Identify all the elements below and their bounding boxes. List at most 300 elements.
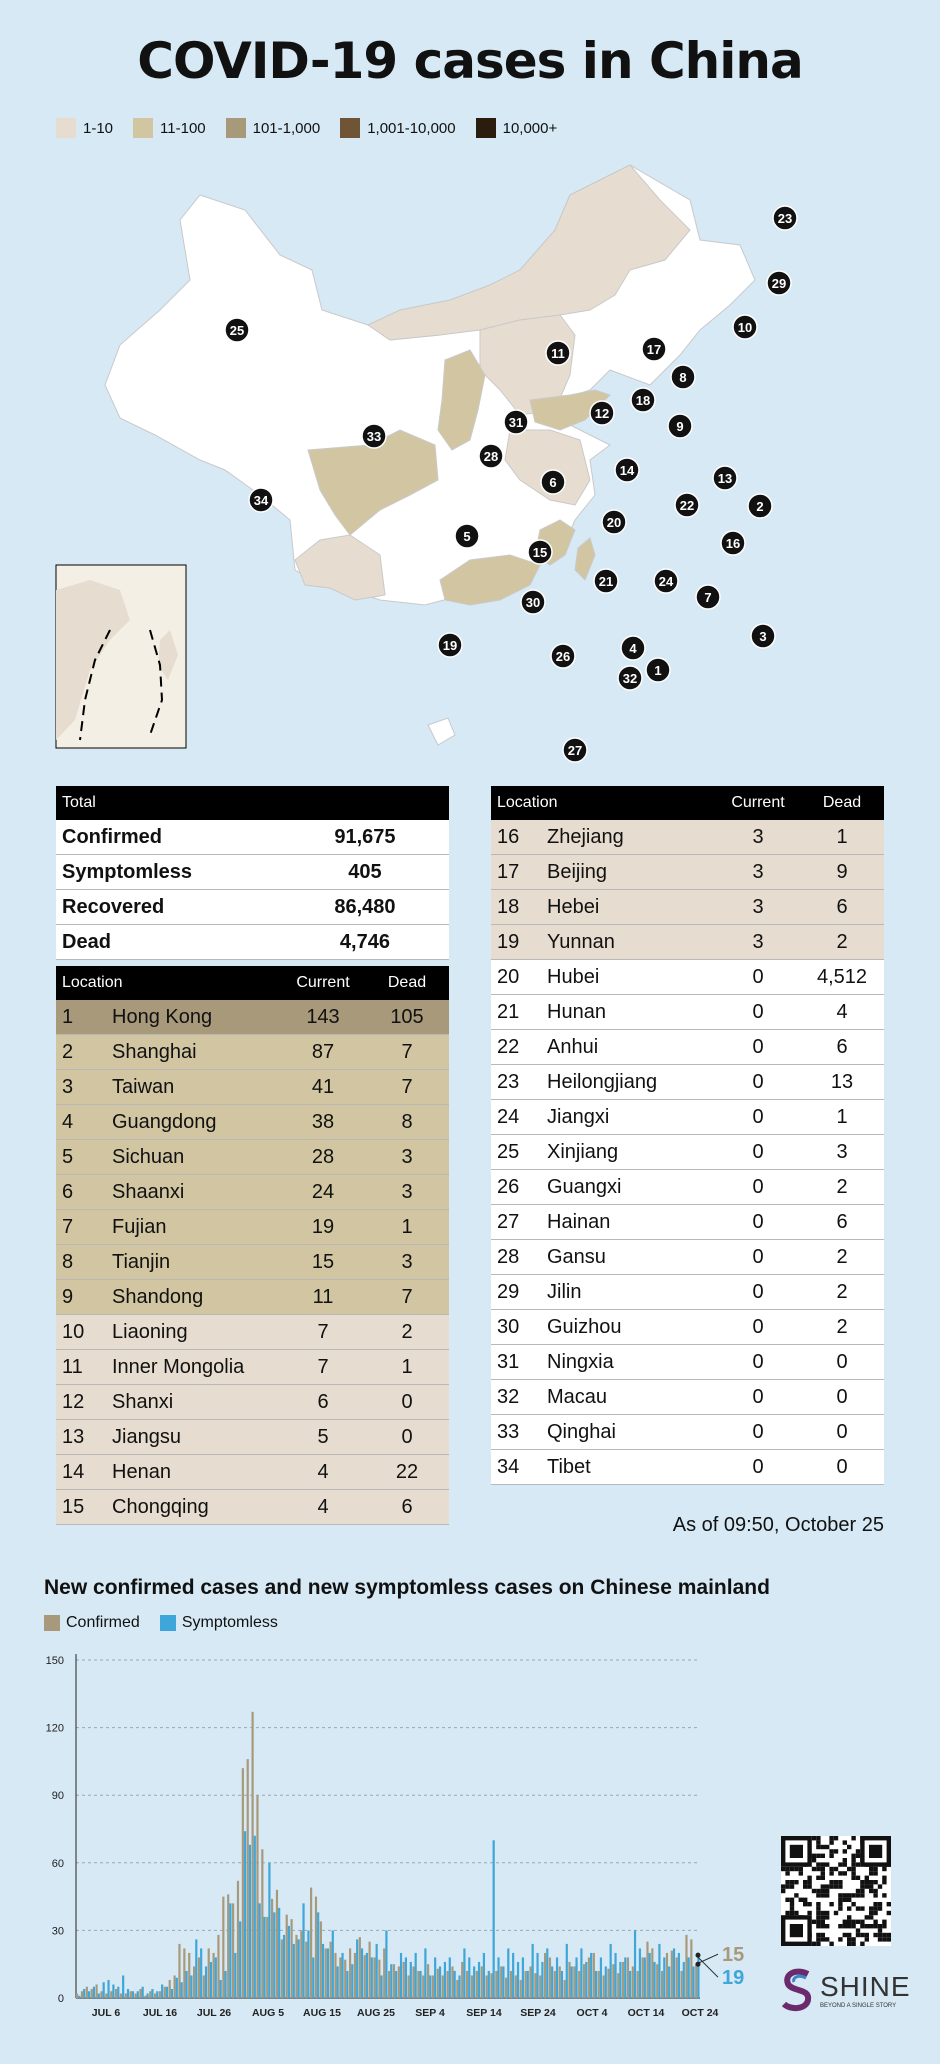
row-location-name: Zhejiang bbox=[541, 820, 716, 855]
as-of-note: As of 09:50, October 25 bbox=[672, 1514, 884, 1536]
locations-table-right bbox=[491, 786, 884, 1485]
symptomless-bar bbox=[410, 1962, 412, 1998]
svg-text:33: 33 bbox=[366, 429, 382, 444]
row-location-name: Beijing bbox=[541, 855, 716, 890]
symptomless-bar bbox=[527, 1971, 529, 1998]
confirmed-bar bbox=[305, 1942, 307, 1998]
row-dead: 6 bbox=[800, 890, 884, 925]
symptomless-bar bbox=[697, 1955, 699, 1998]
row-number: 23 bbox=[491, 1065, 541, 1100]
symptomless-bar bbox=[424, 1948, 426, 1998]
totals-table bbox=[56, 786, 449, 960]
symptomless-bar bbox=[78, 1996, 80, 1998]
col-current: Current bbox=[716, 786, 800, 820]
map-marker-7 bbox=[696, 585, 720, 609]
row-location-name: Hainan bbox=[541, 1205, 716, 1240]
col-dead: Dead bbox=[365, 966, 449, 1000]
table-row bbox=[491, 1205, 884, 1240]
symptomless-bar bbox=[405, 1957, 407, 1998]
map-marker-6 bbox=[541, 470, 565, 494]
x-tick-label: JUL 16 bbox=[142, 2007, 178, 2019]
symptomless-bar bbox=[166, 1987, 168, 1998]
symptomless-bar bbox=[634, 1930, 636, 1998]
row-number: 16 bbox=[491, 820, 541, 855]
row-number: 9 bbox=[56, 1280, 106, 1315]
symptomless-bar bbox=[458, 1975, 460, 1998]
symptomless-bar bbox=[619, 1962, 621, 1998]
confirmed-bar bbox=[520, 1980, 522, 1998]
symptomless-bar bbox=[205, 1966, 207, 1998]
confirmed-bar bbox=[393, 1964, 395, 1998]
confirmed-bar bbox=[349, 1948, 351, 1998]
symptomless-bar bbox=[351, 1964, 353, 1998]
map-marker-30 bbox=[521, 590, 545, 614]
symptomless-bar bbox=[512, 1953, 514, 1998]
legend-item bbox=[340, 118, 455, 138]
end-label-dot bbox=[696, 1953, 701, 1958]
symptomless-bar bbox=[502, 1966, 504, 1998]
legend-label: 1-10 bbox=[83, 119, 114, 137]
symptomless-bar bbox=[283, 1935, 285, 1998]
symptomless-bar bbox=[571, 1966, 573, 1998]
x-tick-label: SEP 4 bbox=[415, 2007, 445, 2019]
confirmed-bar bbox=[651, 1948, 653, 1998]
row-location-name: Shaanxi bbox=[106, 1175, 281, 1210]
row-number: 2 bbox=[56, 1035, 106, 1070]
confirmed-bar bbox=[130, 1991, 132, 1998]
symptomless-bar bbox=[692, 1966, 694, 1998]
confirmed-bar bbox=[442, 1975, 444, 1998]
confirmed-bar bbox=[334, 1953, 336, 1998]
confirmed-bar bbox=[603, 1975, 605, 1998]
symptomless-bar bbox=[415, 1953, 417, 1998]
map-marker-9 bbox=[668, 414, 692, 438]
symptomless-bar bbox=[488, 1971, 490, 1998]
symptomless-bar bbox=[137, 1991, 139, 1998]
svg-text:6: 6 bbox=[549, 475, 557, 490]
end-label-symptomless: 19 bbox=[722, 1967, 745, 1990]
confirmed-bar bbox=[369, 1942, 371, 1998]
symptomless-bar bbox=[585, 1962, 587, 1998]
map-marker-1 bbox=[646, 658, 670, 682]
confirmed-bar bbox=[135, 1993, 137, 1998]
symptomless-bar bbox=[497, 1957, 499, 1998]
row-dead: 1 bbox=[800, 820, 884, 855]
symptomless-bar bbox=[146, 1993, 148, 1998]
symptomless-bar bbox=[678, 1953, 680, 1998]
map-marker-22 bbox=[675, 493, 699, 517]
confirmed-bar bbox=[495, 1971, 497, 1998]
row-number: 20 bbox=[491, 960, 541, 995]
symptomless-bar bbox=[366, 1953, 368, 1998]
symptomless-bar bbox=[307, 1930, 309, 1998]
row-location-name: Guangdong bbox=[106, 1105, 281, 1140]
map-marker-32 bbox=[618, 666, 642, 690]
legend-item bbox=[56, 118, 113, 138]
svg-text:13: 13 bbox=[717, 471, 733, 486]
confirmed-bar bbox=[76, 1993, 78, 1998]
table-row bbox=[491, 1240, 884, 1275]
svg-text:22: 22 bbox=[679, 498, 695, 513]
col-location: Location bbox=[491, 786, 716, 820]
confirmed-bar bbox=[534, 1973, 536, 1998]
confirmed-bar bbox=[120, 1993, 122, 1998]
confirmed-bar bbox=[646, 1942, 648, 1998]
confirmed-bar bbox=[217, 1935, 219, 1998]
confirmed-bar bbox=[354, 1953, 356, 1998]
confirmed-bar bbox=[295, 1935, 297, 1998]
x-tick-label: OCT 24 bbox=[681, 2007, 719, 2019]
table-row bbox=[491, 1135, 884, 1170]
symptomless-bar bbox=[254, 1836, 256, 1998]
confirmed-bar bbox=[154, 1993, 156, 1998]
confirmed-bar bbox=[247, 1759, 249, 1998]
confirmed-bar bbox=[588, 1957, 590, 1998]
table-row bbox=[56, 1000, 449, 1035]
confirmed-bar bbox=[271, 1899, 273, 1998]
confirmed-bar bbox=[529, 1966, 531, 1998]
symptomless-bar bbox=[210, 1962, 212, 1998]
row-dead: 1 bbox=[800, 1100, 884, 1135]
confirmed-bar bbox=[174, 1975, 176, 1998]
row-current: 7 bbox=[281, 1350, 365, 1385]
symptomless-bar bbox=[278, 1908, 280, 1998]
confirmed-bar bbox=[91, 1989, 93, 1998]
row-current: 143 bbox=[281, 1000, 365, 1035]
row-number: 30 bbox=[491, 1310, 541, 1345]
symptomless-bar bbox=[176, 1978, 178, 1998]
row-dead: 2 bbox=[800, 1275, 884, 1310]
row-current: 0 bbox=[716, 1135, 800, 1170]
confirmed-bar bbox=[344, 1960, 346, 1998]
map-marker-19 bbox=[438, 633, 462, 657]
cases-chart bbox=[0, 1640, 940, 2020]
confirmed-bar bbox=[617, 1973, 619, 1998]
map-legend bbox=[56, 118, 557, 138]
confirmed-bar bbox=[291, 1919, 293, 1998]
row-current: 0 bbox=[716, 1310, 800, 1345]
x-tick-label: OCT 4 bbox=[576, 2007, 608, 2019]
confirmed-bar bbox=[139, 1989, 141, 1998]
table-row bbox=[56, 1245, 449, 1280]
symptomless-bar bbox=[239, 1921, 241, 1998]
row-current: 24 bbox=[281, 1175, 365, 1210]
symptomless-bar bbox=[478, 1962, 480, 1998]
y-tick-label: 30 bbox=[51, 1925, 64, 1938]
symptomless-bar bbox=[600, 1957, 602, 1998]
svg-text:7: 7 bbox=[704, 590, 712, 605]
confirmed-bar bbox=[359, 1937, 361, 1998]
confirmed-bar bbox=[125, 1993, 127, 1998]
y-tick-label: 150 bbox=[45, 1655, 64, 1667]
symptomless-bar bbox=[215, 1957, 217, 1998]
totals-value: 91,675 bbox=[302, 820, 429, 855]
end-label-dot bbox=[696, 1962, 701, 1967]
svg-text:19: 19 bbox=[442, 638, 458, 653]
row-number: 11 bbox=[56, 1350, 106, 1385]
map-marker-17 bbox=[642, 337, 666, 361]
symptomless-bar bbox=[327, 1948, 329, 1998]
end-label-confirmed: 15 bbox=[722, 1944, 745, 1967]
legend-item bbox=[133, 118, 206, 138]
map-marker-10 bbox=[733, 315, 757, 339]
svg-text:21: 21 bbox=[598, 574, 614, 589]
x-tick-label: AUG 25 bbox=[357, 2007, 395, 2019]
confirmed-bar bbox=[261, 1849, 263, 1998]
row-number: 34 bbox=[491, 1450, 541, 1485]
row-current: 0 bbox=[716, 1240, 800, 1275]
row-number: 29 bbox=[491, 1275, 541, 1310]
col-dead: Dead bbox=[800, 786, 884, 820]
chart-legend-label: Symptomless bbox=[181, 1614, 278, 1631]
confirmed-bar bbox=[461, 1962, 463, 1998]
row-number: 26 bbox=[491, 1170, 541, 1205]
confirmed-bar bbox=[559, 1966, 561, 1998]
legend-label: 1,001-10,000 bbox=[367, 119, 456, 137]
symptomless-bar bbox=[302, 1903, 304, 1998]
row-dead: 6 bbox=[800, 1030, 884, 1065]
confirmed-bar bbox=[115, 1989, 117, 1998]
x-tick-label: OCT 14 bbox=[627, 2007, 665, 2019]
symptomless-bar bbox=[493, 1840, 495, 1998]
symptomless-bar bbox=[361, 1948, 363, 1998]
confirmed-bar bbox=[364, 1955, 366, 1998]
row-number: 14 bbox=[56, 1455, 106, 1490]
symptomless-bar bbox=[522, 1957, 524, 1998]
symptomless-bar bbox=[293, 1944, 295, 1998]
row-dead: 7 bbox=[365, 1035, 449, 1070]
row-dead: 3 bbox=[365, 1245, 449, 1280]
row-location-name: Hebei bbox=[541, 890, 716, 925]
symptomless-bar bbox=[683, 1962, 685, 1998]
symptomless-bar bbox=[268, 1863, 270, 1998]
row-location-name: Hubei bbox=[541, 960, 716, 995]
symptomless-bar bbox=[273, 1912, 275, 1998]
symptomless-bar bbox=[390, 1964, 392, 1998]
svg-text:15: 15 bbox=[532, 545, 548, 560]
row-number: 19 bbox=[491, 925, 541, 960]
symptomless-bar bbox=[605, 1966, 607, 1998]
table-row bbox=[491, 1380, 884, 1415]
x-tick-label: AUG 5 bbox=[251, 2007, 285, 2019]
row-dead: 2 bbox=[800, 1240, 884, 1275]
row-current: 11 bbox=[281, 1280, 365, 1315]
confirmed-bar bbox=[510, 1971, 512, 1998]
confirmed-bar bbox=[432, 1975, 434, 1998]
row-dead: 3 bbox=[800, 1135, 884, 1170]
totals-label: Symptomless bbox=[56, 855, 302, 890]
symptomless-bar bbox=[224, 1971, 226, 1998]
confirmed-bar bbox=[203, 1975, 205, 1998]
symptomless-bar bbox=[98, 1993, 100, 1998]
confirmed-bar bbox=[105, 1993, 107, 1998]
row-dead: 2 bbox=[800, 1310, 884, 1345]
svg-text:10: 10 bbox=[737, 320, 753, 335]
y-tick-label: 60 bbox=[51, 1857, 64, 1870]
table-row bbox=[56, 1315, 449, 1350]
svg-text:26: 26 bbox=[555, 649, 571, 664]
row-dead: 2 bbox=[800, 925, 884, 960]
row-number: 15 bbox=[56, 1490, 106, 1525]
symptomless-bar bbox=[575, 1957, 577, 1998]
svg-text:2: 2 bbox=[756, 499, 764, 514]
symptomless-bar bbox=[88, 1991, 90, 1998]
table-row bbox=[56, 1350, 449, 1385]
row-location-name: Jiangxi bbox=[541, 1100, 716, 1135]
confirmed-bar bbox=[388, 1971, 390, 1998]
symptomless-bar bbox=[546, 1948, 548, 1998]
symptomless-bar bbox=[580, 1948, 582, 1998]
symptomless-bar bbox=[376, 1944, 378, 1998]
confirmed-bar bbox=[471, 1975, 473, 1998]
row-number: 21 bbox=[491, 995, 541, 1030]
table-row bbox=[56, 1105, 449, 1140]
row-dead: 0 bbox=[800, 1380, 884, 1415]
row-dead: 4,512 bbox=[800, 960, 884, 995]
symptomless-bar bbox=[185, 1971, 187, 1998]
table-row bbox=[56, 1175, 449, 1210]
confirmed-bar bbox=[486, 1975, 488, 1998]
totals-label: Recovered bbox=[56, 890, 302, 925]
symptomless-bar bbox=[190, 1975, 192, 1998]
svg-text:14: 14 bbox=[619, 463, 635, 478]
svg-text:1: 1 bbox=[654, 663, 662, 678]
confirmed-bar bbox=[671, 1951, 673, 1998]
x-tick-label: SEP 24 bbox=[520, 2007, 556, 2019]
row-location-name: Jilin bbox=[541, 1275, 716, 1310]
totals-value: 405 bbox=[302, 855, 429, 890]
symptomless-bar bbox=[263, 1917, 265, 1998]
row-current: 41 bbox=[281, 1070, 365, 1105]
svg-text:23: 23 bbox=[777, 211, 793, 226]
page-title: COVID-19 cases in China bbox=[137, 32, 803, 90]
row-location-name: Ningxia bbox=[541, 1345, 716, 1380]
symptomless-bar bbox=[624, 1957, 626, 1998]
map-marker-11 bbox=[546, 341, 570, 365]
legend-label: 11-100 bbox=[160, 119, 206, 137]
confirmed-bar bbox=[447, 1971, 449, 1998]
map-marker-24 bbox=[654, 569, 678, 593]
chart-title: New confirmed cases and new symptomless cases on Chinese mainland bbox=[44, 1576, 770, 1599]
row-number: 3 bbox=[56, 1070, 106, 1105]
confirmed-bar bbox=[310, 1888, 312, 1998]
row-location-name: Inner Mongolia bbox=[106, 1350, 281, 1385]
row-dead: 7 bbox=[365, 1070, 449, 1105]
row-location-name: Shanxi bbox=[106, 1385, 281, 1420]
row-location-name: Gansu bbox=[541, 1240, 716, 1275]
map-marker-8 bbox=[671, 365, 695, 389]
row-number: 33 bbox=[491, 1415, 541, 1450]
confirmed-bar bbox=[490, 1973, 492, 1998]
confirmed-bar bbox=[515, 1975, 517, 1998]
symptomless-bar bbox=[259, 1903, 261, 1998]
row-dead: 0 bbox=[365, 1385, 449, 1420]
confirmed-bar bbox=[383, 1948, 385, 1998]
confirmed-bar bbox=[408, 1975, 410, 1998]
map-marker-33 bbox=[362, 424, 386, 448]
symptomless-bar bbox=[614, 1953, 616, 1998]
symptomless-bar bbox=[181, 1982, 183, 1998]
row-dead: 22 bbox=[365, 1455, 449, 1490]
confirmed-bar bbox=[266, 1917, 268, 1998]
confirmed-bar bbox=[208, 1948, 210, 1998]
table-row bbox=[56, 1385, 449, 1420]
svg-text:8: 8 bbox=[679, 370, 687, 385]
symptomless-bar bbox=[107, 1980, 109, 1998]
symptomless-bar bbox=[556, 1957, 558, 1998]
table-row bbox=[491, 1065, 884, 1100]
symptomless-bar bbox=[429, 1975, 431, 1998]
row-dead: 13 bbox=[800, 1065, 884, 1100]
confirmed-bar bbox=[252, 1712, 254, 1998]
table-row bbox=[491, 1345, 884, 1380]
table-row bbox=[56, 1280, 449, 1315]
confirmed-bar bbox=[690, 1939, 692, 1998]
confirmed-bar bbox=[281, 1939, 283, 1998]
table-row bbox=[491, 1170, 884, 1205]
map-marker-13 bbox=[713, 466, 737, 490]
svg-text:31: 31 bbox=[508, 415, 524, 430]
row-current: 0 bbox=[716, 1345, 800, 1380]
symptomless-bar bbox=[93, 1987, 95, 1998]
map-marker-29 bbox=[767, 271, 791, 295]
row-dead: 105 bbox=[365, 1000, 449, 1035]
confirmed-bar bbox=[525, 1971, 527, 1998]
chart-legend-swatch bbox=[160, 1615, 176, 1631]
x-tick-label: JUL 6 bbox=[91, 2007, 121, 2019]
symptomless-bar bbox=[83, 1989, 85, 1998]
table-row bbox=[56, 1210, 449, 1245]
row-number: 25 bbox=[491, 1135, 541, 1170]
map-marker-34 bbox=[249, 488, 273, 512]
svg-text:3: 3 bbox=[759, 629, 767, 644]
confirmed-bar bbox=[695, 1964, 697, 1998]
confirmed-bar bbox=[198, 1957, 200, 1998]
row-location-name: Tibet bbox=[541, 1450, 716, 1485]
symptomless-bar bbox=[541, 1962, 543, 1998]
row-number: 6 bbox=[56, 1175, 106, 1210]
table-row bbox=[491, 925, 884, 960]
symptomless-bar bbox=[371, 1957, 373, 1998]
row-dead: 2 bbox=[365, 1315, 449, 1350]
confirmed-bar bbox=[144, 1996, 146, 1998]
confirmed-bar bbox=[213, 1953, 215, 1998]
row-location-name: Xinjiang bbox=[541, 1135, 716, 1170]
row-current: 0 bbox=[716, 960, 800, 995]
confirmed-bar bbox=[222, 1897, 224, 1998]
locations-table-left bbox=[56, 966, 449, 1525]
table-row bbox=[56, 1455, 449, 1490]
confirmed-bar bbox=[159, 1991, 161, 1998]
row-location-name: Yunnan bbox=[541, 925, 716, 960]
symptomless-bar bbox=[653, 1962, 655, 1998]
map-marker-2 bbox=[748, 494, 772, 518]
symptomless-bar bbox=[322, 1944, 324, 1998]
symptomless-bar bbox=[468, 1957, 470, 1998]
confirmed-bar bbox=[632, 1966, 634, 1998]
confirmed-bar bbox=[110, 1991, 112, 1998]
confirmed-bar bbox=[286, 1915, 288, 1998]
table-row bbox=[56, 1420, 449, 1455]
row-number: 13 bbox=[56, 1420, 106, 1455]
confirmed-bar bbox=[451, 1966, 453, 1998]
legend-label: 101-1,000 bbox=[252, 119, 321, 137]
confirmed-bar bbox=[398, 1966, 400, 1998]
symptomless-bar bbox=[561, 1971, 563, 1998]
map-marker-20 bbox=[602, 510, 626, 534]
symptomless-bar bbox=[532, 1944, 534, 1998]
confirmed-bar bbox=[315, 1897, 317, 1998]
